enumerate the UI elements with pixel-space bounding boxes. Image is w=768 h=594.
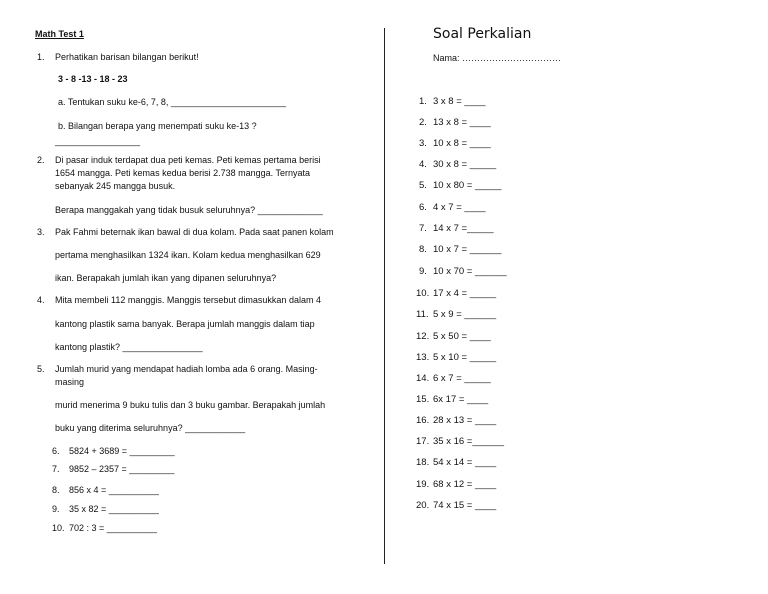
multiplication-number: 18. <box>416 457 430 468</box>
calc-number: 6. <box>52 446 60 456</box>
question-part-a: a. Tentukan suku ke-6, 7, 8, _______________________ <box>58 97 287 107</box>
calc-item: 856 x 4 = __________ <box>69 485 159 495</box>
multiplication-item: 10 x 70 = ______ <box>433 266 507 277</box>
multiplication-item: 14 x 7 =_____ <box>433 223 494 234</box>
multiplication-item: 5 x 50 = ____ <box>433 331 491 342</box>
multiplication-item: 74 x 15 = ____ <box>433 500 497 511</box>
question-text: sebanyak 245 mangga busuk. <box>55 181 176 191</box>
question-text: kantong plastik sama banyak. Berapa jumlah manggis dalam tiap <box>55 319 315 329</box>
column-divider <box>384 28 385 564</box>
calc-number: 7. <box>52 464 60 474</box>
multiplication-number: 12. <box>416 331 430 342</box>
question-number: 1. <box>37 52 45 62</box>
multiplication-number: 15. <box>416 394 430 405</box>
question-text: Di pasar induk terdapat dua peti kemas. Peti kemas pertama berisi <box>55 155 321 165</box>
multiplication-item: 10 x 80 = _____ <box>433 180 502 191</box>
question-text: Jumlah murid yang mendapat hadiah lomba ada 6 orang. Masing- <box>55 364 318 374</box>
question-text: Mita membeli 112 manggis. Manggis tersebut dimasukkan dalam 4 <box>55 295 321 305</box>
multiplication-number: 13. <box>416 352 430 363</box>
multiplication-item: 54 x 14 = ____ <box>433 457 497 468</box>
question-text: ikan. Berapakah jumlah ikan yang dipanen seluruhnya? <box>55 273 277 283</box>
multiplication-number: 2. <box>419 117 427 128</box>
question-text: Perhatikan barisan bilangan berikut! <box>55 52 199 62</box>
number-sequence: 3 - 8 -13 - 18 - 23 <box>58 74 128 84</box>
calc-item: 35 x 82 = __________ <box>69 504 159 514</box>
multiplication-item: 6x 17 = ____ <box>433 394 489 405</box>
name-field-label: Nama: …………………………… <box>433 53 562 63</box>
multiplication-number: 11. <box>416 309 429 320</box>
question-text: pertama menghasilkan 1324 ikan. Kolam kedua menghasilkan 629 <box>55 250 321 260</box>
question-number: 4. <box>37 295 45 305</box>
multiplication-number: 5. <box>419 180 427 191</box>
multiplication-item: 35 x 16 =______ <box>433 436 505 447</box>
multiplication-number: 17. <box>416 436 430 447</box>
calc-number: 8. <box>52 485 60 495</box>
multiplication-number: 19. <box>416 479 430 490</box>
multiplication-item: 5 x 10 = _____ <box>433 352 497 363</box>
question-part-b: b. Bilangan berapa yang menempati suku ke-13 ? <box>58 121 257 131</box>
calc-item: 5824 + 3689 = _________ <box>69 446 175 456</box>
multiplication-number: 7. <box>419 223 427 234</box>
multiplication-item: 30 x 8 = _____ <box>433 159 497 170</box>
question-text: murid menerima 9 buku tulis dan 3 buku gambar. Berapakah jumlah <box>55 400 326 410</box>
question-text: 1654 mangga. Peti kemas kedua berisi 2.738 mangga. Ternyata <box>55 168 310 178</box>
question-text: masing <box>55 377 85 387</box>
calc-item: 702 : 3 = __________ <box>69 523 157 533</box>
multiplication-number: 6. <box>419 202 427 213</box>
question-text: Berapa manggakah yang tidak busuk seluruhnya? _____________ <box>55 205 323 215</box>
multiplication-item: 28 x 13 = ____ <box>433 415 497 426</box>
multiplication-item: 13 x 8 = ____ <box>433 117 491 128</box>
multiplication-number: 14. <box>416 373 430 384</box>
multiplication-number: 20. <box>416 500 430 511</box>
page-title: Math Test 1 <box>35 29 84 39</box>
calc-item: 9852 – 2357 = _________ <box>69 464 175 474</box>
calc-number: 10. <box>52 523 65 533</box>
question-text: buku yang diterima seluruhnya? ____________ <box>55 423 246 433</box>
multiplication-item: 10 x 8 = ____ <box>433 138 491 149</box>
multiplication-number: 16. <box>416 415 430 426</box>
multiplication-item: 10 x 7 = ______ <box>433 244 502 255</box>
multiplication-item: 3 x 8 = ____ <box>433 96 486 107</box>
multiplication-item: 17 x 4 = _____ <box>433 288 497 299</box>
worksheet-title: Soal Perkalian <box>433 26 532 42</box>
multiplication-item: 5 x 9 = ______ <box>433 309 497 320</box>
multiplication-number: 1. <box>419 96 427 107</box>
answer-blank: _________________ <box>55 136 141 146</box>
question-number: 2. <box>37 155 45 165</box>
multiplication-number: 3. <box>419 138 427 149</box>
multiplication-number: 8. <box>419 244 427 255</box>
multiplication-number: 9. <box>419 266 427 277</box>
multiplication-number: 10. <box>416 288 430 299</box>
multiplication-item: 6 x 7 = _____ <box>433 373 491 384</box>
multiplication-number: 4. <box>419 159 427 170</box>
multiplication-item: 4 x 7 = ____ <box>433 202 486 213</box>
calc-number: 9. <box>52 504 60 514</box>
question-number: 5. <box>37 364 45 374</box>
question-text: Pak Fahmi beternak ikan bawal di dua kolam. Pada saat panen kolam <box>55 227 334 237</box>
question-number: 3. <box>37 227 45 237</box>
question-text: kantong plastik? ________________ <box>55 342 203 352</box>
multiplication-item: 68 x 12 = ____ <box>433 479 497 490</box>
